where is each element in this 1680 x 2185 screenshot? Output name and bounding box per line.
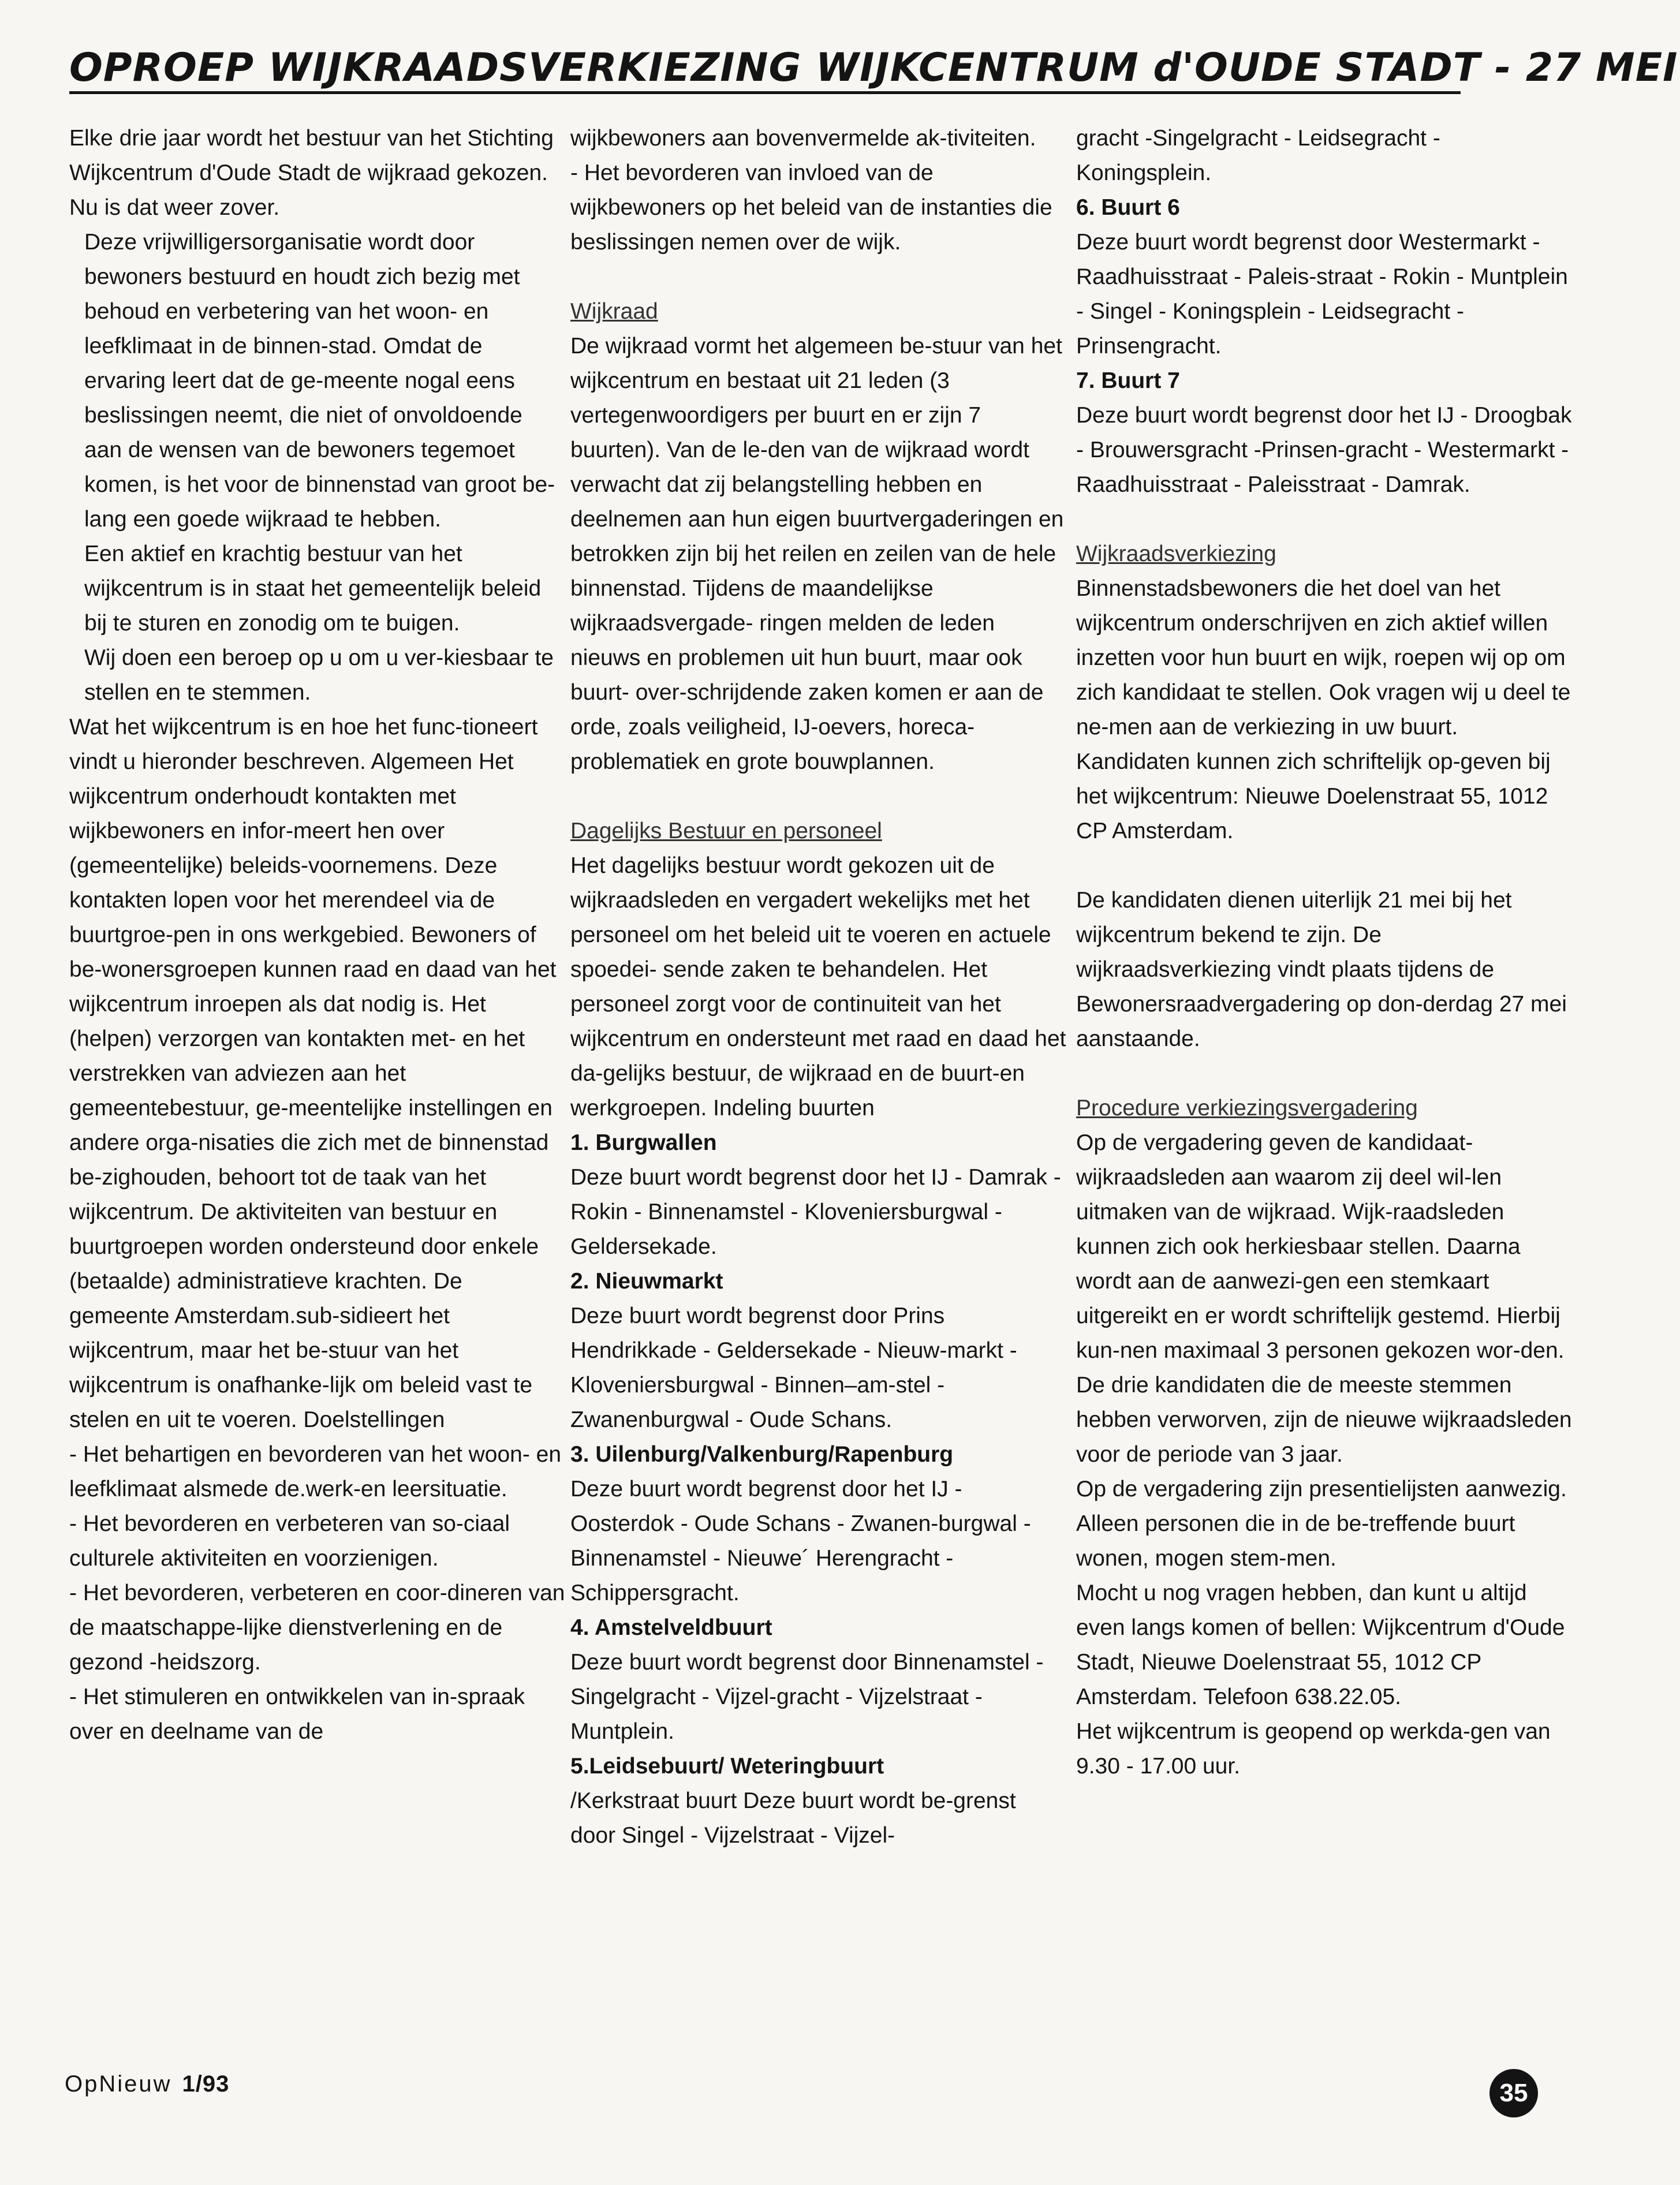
- paragraph-candidates: Binnenstadsbewoners die het doel van het wijkcentrum onderschrijven en zich aktief willen inzetten voor hun buurt en wijk, roepen wij op om zich kandidaat te stellen. Ook vragen wij u deel te ne-men aan de verkiezing in uw buurt. Kandidaten kunnen zich schriftelijk op-geven bij het wijkcentrum: Nieuwe Doelenstraat 55, 1012 CP Amsterdam.: [1076, 576, 1571, 843]
- buurt-heading: 4. Amstelveldbuurt: [570, 1615, 772, 1640]
- paragraph-opening-hours: Het wijkcentrum is geopend op werkda-gen van 9.30 - 17.00 uur.: [1076, 1719, 1551, 1779]
- column-2: [570, 121, 1067, 1853]
- buurt-text: Deze buurt wordt begrenst door het IJ - Oosterdok - Oude Schans - Zwanen-burgwal - Binnenamstel - Nieuwe´ Herengracht - Schippersgracht.: [570, 1477, 1031, 1605]
- paragraph-call-to-action: Wij doen een beroep op u om u ver-kiesbaar te stellen en te stemmen.: [84, 645, 554, 705]
- paragraph-dagelijks-bestuur: Het dagelijks bestuur wordt gekozen uit de wijkraadsleden en vergadert wekelijks met het personeel om het beleid uit te voeren en actuele spoedei- sende zaken te behandelen. Het personeel zorgt voor de continuiteit van het wijkcentrum en ondersteunt met raad en daad het da-gelijks bestuur, de wijkraad en de buurt-en werkgroepen. Indeling buurten: [570, 853, 1066, 1120]
- section-heading-procedure: Procedure verkiezingsvergadering: [1076, 1096, 1418, 1120]
- buurt-text: gracht -Singelgracht - Leidsegracht - Koningsplein.: [1076, 126, 1440, 185]
- spacer: [1076, 502, 1573, 537]
- buurt-text: Deze buurt wordt begrenst door het IJ - Damrak - Rokin - Binnenamstel - Kloveniersburgwal - Geldersekade.: [570, 1165, 1061, 1259]
- spacer: [1076, 1056, 1573, 1091]
- paragraph-active-board: Een aktief en krachtig bestuur van het wijkcentrum is in staat het gemeentelijk beleid bij te sturen en zonodig om te buigen.: [84, 541, 542, 636]
- paragraph-intro: Elke drie jaar wordt het bestuur van het Stichting Wijkcentrum d'Oude Stadt de wijkraad gekozen. Nu is dat weer zover.: [69, 126, 554, 220]
- paragraph-wijkraad: De wijkraad vormt het algemeen be-stuur van het wijkcentrum en bestaat uit 21 leden (3 vertegenwoordigers per buurt en er zijn 7 buurten). Van de le-den van de wijkraad wordt verwacht dat zij belangstelling hebben en deelnemen aan hun eigen buurtvergaderingen en betrokken zijn bij het reilen en zeilen van de hele binnenstad. Tijdens de maandelijkse wijkraadsvergade- ringen melden de leden nieuws en problemen uit hun buurt, maar ook buurt- over-schrijdende zaken komen er aan de orde, zoals veiligheid, IJ-oevers, horeca-problematiek en grote bouwplannen.: [570, 334, 1064, 774]
- buurt-heading: 2. Nieuwmarkt: [570, 1269, 723, 1294]
- paragraph-general: Wat het wijkcentrum is en hoe het func-tioneert vindt u hieronder beschreven. Algemeen Het wijkcentrum onderhoudt kontakten met wijkbewoners en infor-meert hen over (gemeentelijke) beleids-voornemens. Deze kontakten lopen voor het merendeel via de buurtgroe-pen in ons werkgebied. Bewoners of be-wonersgroepen kunnen raad en daad van het wijkcentrum inroepen als dat nodig is. Het (helpen) verzorgen van kontakten met- en het verstrekken van adviezen aan het gemeentebestuur, ge-meentelijke instellingen en andere orga-nisaties die zich met de binnenstad be-zighouden, behoort tot de taak van het wijkcentrum. De aktiviteiten van bestuur en buurtgroepen worden ondersteund door enkele (betaalde) administratieve krachten. De gemeente Amsterdam.sub-sidieert het wijkcentrum, maar het be-stuur van het wijkcentrum is onafhanke-lijk om beleid vast te stelen en uit te voeren. Doelstellingen: [69, 715, 557, 1432]
- page-number-badge: 35: [1489, 2069, 1538, 2117]
- spacer: [1076, 849, 1573, 883]
- buurt-heading: 7. Buurt 7: [1076, 368, 1180, 393]
- paragraph-organisation: Deze vrijwilligersorganisatie wordt door bewoners bestuurd en houdt zich bezig met behoud en verbetering van het woon- en leefklimaat in de binnen-stad. Omdat de ervaring leert dat de ge-meente nogal eens beslissingen neemt, die niet of onvoldoende aan de wensen van de bewoners tegemoet komen, is het voor de binnenstad van groot be-lang een goede wijkraad te hebben.: [84, 230, 555, 532]
- footer: [65, 2071, 229, 2097]
- buurt-heading: 6. Buurt 6: [1076, 195, 1180, 220]
- goal-item: - Het stimuleren en ontwikkelen van in-spraak over en deelname van de: [69, 1684, 525, 1744]
- buurt-text: Deze buurt wordt begrenst door het IJ - Droogbak - Brouwersgracht -Prinsen-gracht - Westermarkt - Raadhuisstraat - Paleisstraat - Damrak.: [1076, 403, 1572, 497]
- buurt-text: /Kerkstraat buurt Deze buurt wordt be-grenst door Singel - Vijzelstraat - Vijzel-: [570, 1788, 1016, 1848]
- column-1: [69, 121, 566, 1749]
- spacer: [570, 779, 1067, 814]
- goal-item: - Het bevorderen van invloed van de wijkbewoners op het beleid van de instanties die beslissingen nemen over de wijk.: [570, 160, 1052, 255]
- goal-item: wijkbewoners aan bovenvermelde ak-tiviteiten.: [570, 126, 1036, 151]
- paragraph-contact: Mocht u nog vragen hebben, dan kunt u altijd even langs komen of bellen: Wijkcentrum d'Oude Stadt, Nieuwe Doelenstraat 55, 1012 CP Amsterdam. Telefoon 638.22.05.: [1076, 1581, 1565, 1709]
- buurt-heading: 1. Burgwallen: [570, 1130, 717, 1155]
- spacer: [570, 260, 1067, 294]
- buurt-heading: 5.Leidsebuurt/ Weteringbuurt: [570, 1754, 884, 1779]
- article-title: OPROEP WIJKRAADSVERKIEZING WIJKCENTRUM d'OUDE STADT - 27 MEI: [69, 45, 1678, 91]
- column-3: [1076, 121, 1573, 1784]
- buurt-text: Deze buurt wordt begrenst door Binnenamstel - Singelgracht - Vijzel-gracht - Vijzelstraat - Muntplein.: [570, 1650, 1044, 1744]
- magazine-name: OpNieuw: [65, 2071, 172, 2097]
- goal-item: - Het behartigen en bevorderen van het woon- en leefklimaat alsmede de.werk-en leersituatie.: [69, 1442, 562, 1502]
- paragraph-procedure: Op de vergadering geven de kandidaat-wijkraadsleden aan waarom zij deel wil-len uitmaken van de wijkraad. Wijk-raadsleden kunnen zich ook herkiesbaar stellen. Daarna wordt aan de aanwezi-gen een stemkaart uitgereikt en er wordt schriftelijk gestemd. Hierbij kun-nen maximaal 3 personen gekozen wor-den. De drie kandidaten die de meeste stemmen hebben verworven, zijn de nieuwe wijkraadsleden voor de periode van 3 jaar.: [1076, 1130, 1572, 1467]
- title-underline: [69, 91, 1461, 94]
- issue-number: 1/93: [182, 2071, 230, 2097]
- buurt-text: Deze buurt wordt begrenst door Westermarkt - Raadhuisstraat - Paleis-straat - Rokin - Muntplein - Singel - Koningsplein - Leidsegracht - Prinsengracht.: [1076, 230, 1568, 358]
- paragraph-attendance: Op de vergadering zijn presentielijsten aanwezig. Alleen personen die in de be-treffende buurt wonen, mogen stem-men.: [1076, 1477, 1567, 1571]
- goal-item: - Het bevorderen, verbeteren en coor-dineren van de maatschappe-lijke dienstverlening en de gezond -heidszorg.: [69, 1581, 565, 1675]
- paragraph-deadline: De kandidaten dienen uiterlijk 21 mei bij het wijkcentrum bekend te zijn. De wijkraadsverkiezing vindt plaats tijdens de Bewonersraadvergadering op don-derdag 27 mei aanstaande.: [1076, 888, 1567, 1051]
- goal-item: - Het bevorderen en verbeteren van so-ciaal culturele aktiviteiten en voorzienigen.: [69, 1511, 510, 1571]
- section-heading-dagelijks-bestuur: Dagelijks Bestuur en personeel: [570, 819, 882, 843]
- section-heading-wijkraad: Wijkraad: [570, 299, 658, 324]
- section-heading-wijkraadsverkiezing: Wijkraadsverkiezing: [1076, 541, 1276, 566]
- buurt-heading: 3. Uilenburg/Valkenburg/Rapenburg: [570, 1442, 954, 1467]
- buurt-text: Deze buurt wordt begrenst door Prins Hendrikkade - Geldersekade - Nieuw-markt - Kloveniersburgwal - Binnen–am-stel - Zwanenburgwal - Oude Schans.: [570, 1303, 1017, 1432]
